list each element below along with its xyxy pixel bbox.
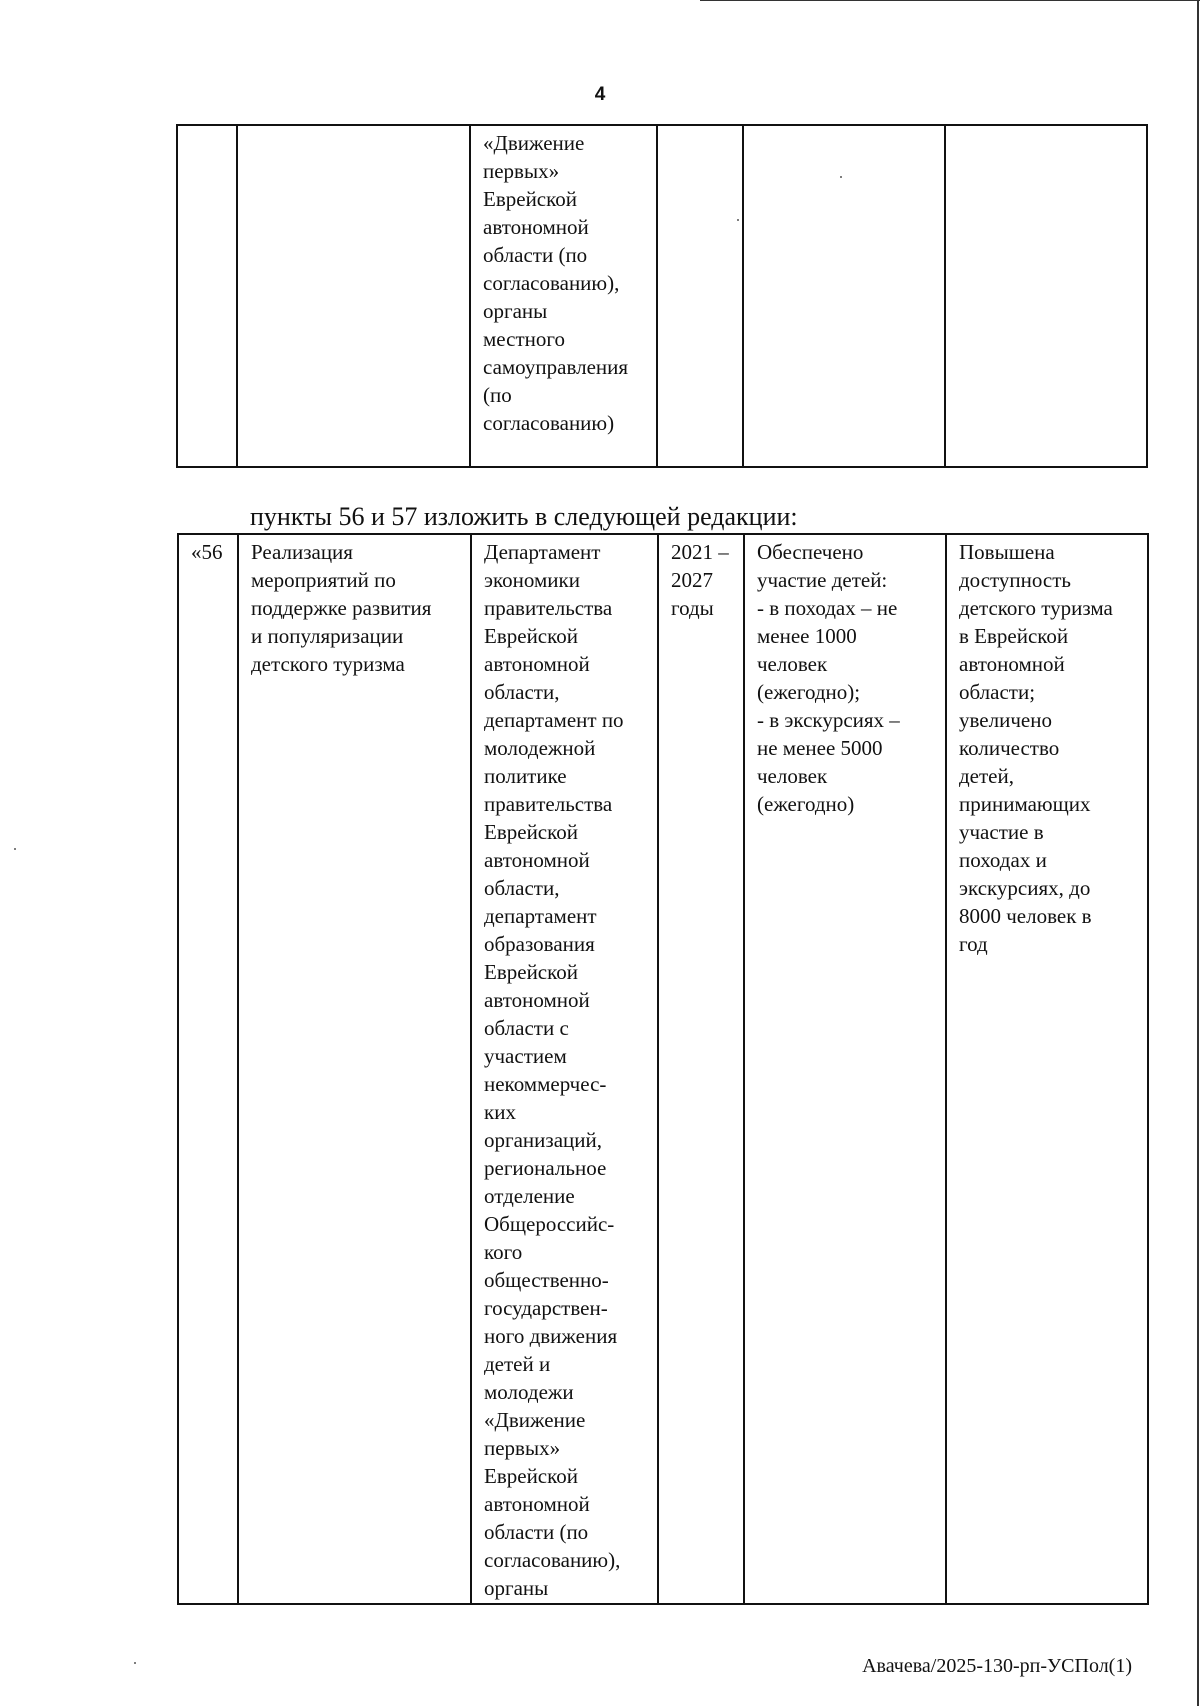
scan-edge-top [700,0,1200,1]
table-continuation [176,124,1148,468]
table-row [178,534,1148,1604]
table-row [177,125,1147,467]
scan-speck [134,1662,136,1664]
scan-speck [840,176,842,178]
table-items-56-57 [177,533,1149,1605]
item-period: 2021 – 2027 годы [658,534,744,1604]
item-results: Повышена доступность детского туризма в Еврейской автономной области; увеличено количество детей, принимающих участие в походах и экскурсиях, до 8000 человек в год [946,534,1148,1604]
item-executors: Департамент экономики правительства Еврейской автономной области, департамент по молодежной политике правительства Еврейской автономной области, департамент образования Еврейской автономной области с участием некоммерчес- ких организаций, региональное отделение Общероссийс- кого общественно- государствен- ного движения детей и молодежи «Движение первых» Еврейской автономной области (по согласованию), органы [471,534,658,1604]
table-cell [945,125,1147,467]
item-number: «56 [178,534,238,1604]
item-indicators: Обеспечено участие детей: - в походах – не менее 1000 человек (ежегодно); - в экскурсиях – не менее 5000 человек (ежегодно) [744,534,946,1604]
table-cell [237,125,470,467]
page-number: 4 [594,84,606,105]
table-cell [177,125,237,467]
scan-edge-right [1197,0,1199,1706]
table-cell-executors: «Движение первых» Еврейской автономной области (по согласованию), органы местного самоуправления (по согласованию) [470,125,657,467]
table-cell [743,125,945,467]
table-cell [657,125,743,467]
scan-speck [14,848,16,850]
item-activity: Реализация мероприятий по поддержке развития и популяризации детского туризма [238,534,471,1604]
document-footer-code: Авачева/2025-130-рп-УСПол(1) [862,1655,1132,1677]
amendment-intro-text: пункты 56 и 57 изложить в следующей редакции: [250,502,798,531]
scan-speck [737,219,739,221]
